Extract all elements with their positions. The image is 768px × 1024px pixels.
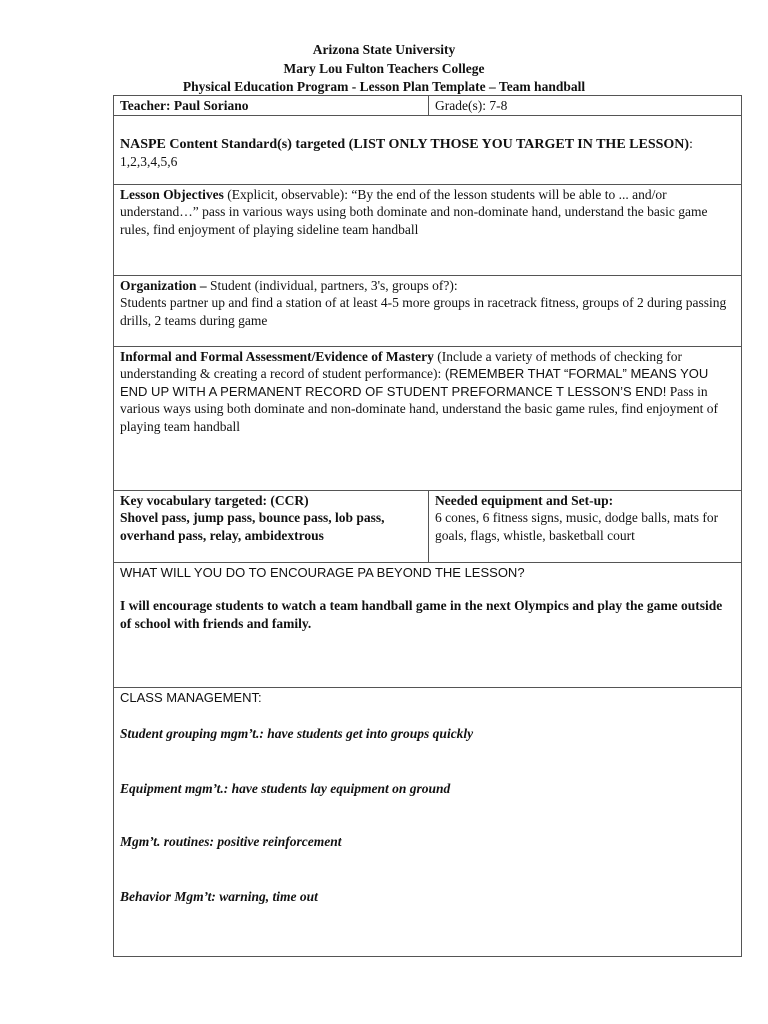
vocab-equipment-row <box>114 490 742 562</box>
grades-label: Grade(s): <box>435 98 486 113</box>
organization-cell <box>114 275 742 346</box>
teacher-row <box>114 96 742 116</box>
assessment-detail: Pass in various ways using both dominate and non-dominate hand, understand the basic game rules, find enjoyment of playing team handball <box>120 383 718 434</box>
equipment-label: Needed equipment and Set-up: <box>435 492 614 508</box>
assessment-cell <box>114 346 742 490</box>
lesson-plan-table <box>113 95 742 957</box>
university-title: Arizona State University <box>312 42 456 57</box>
objectives-row <box>114 184 742 275</box>
management-row <box>114 687 742 956</box>
naspe-label: NASPE Content Standard(s) targeted (LIST ONLY THOSE YOU TARGET IN THE LESSON) <box>120 136 690 152</box>
assessment-row <box>114 346 742 490</box>
assessment-value: (Include a variety of methods of checking for understanding & creating a record of student performance): <box>120 348 682 381</box>
vocabulary-cell <box>114 490 429 562</box>
naspe-value: : 1,2,3,4,5,6 <box>120 135 693 169</box>
encourage-cell <box>114 562 742 687</box>
encourage-row <box>114 562 742 687</box>
organization-value: Student (individual, partners, 3's, groups of?): <box>206 277 458 293</box>
objectives-label: Lesson Objectives <box>120 186 224 202</box>
equipment-value: 6 cones, 6 fitness signs, music, dodge balls, mats for goals, flags, whistle, basketball court <box>435 510 719 543</box>
encourage-label: WHAT WILL YOU DO TO ENCOURAGE PA BEYOND THE LESSON? <box>120 564 525 580</box>
equipment-mgmt: Equipment mgm’t.: have students lay equipment on ground <box>120 780 451 796</box>
teacher-cell: Teacher: Paul Soriano <box>114 96 429 116</box>
management-cell <box>114 687 742 956</box>
routines-mgmt: Mgm’t. routines: positive reinforcement <box>120 834 342 849</box>
behavior-mgmt: Behavior Mgm’t: warning, time out <box>120 888 318 904</box>
grouping-mgmt: Student grouping mgm’t.: have students get into groups quickly <box>120 726 474 741</box>
encourage-value: I will encourage students to watch a team handball game in the next Olympics and play the game outside of school with friends and family. <box>120 598 723 631</box>
college-title: Mary Lou Fulton Teachers College <box>283 61 485 76</box>
assessment-label: Informal and Formal Assessment/Evidence of Mastery <box>120 348 434 364</box>
vocabulary-value: Shovel pass, jump pass, bounce pass, lob pass, overhand pass, relay, ambidextrous <box>120 510 385 543</box>
assessment-caps: (REMEMBER THAT “FORMAL” MEANS YOU END UP WITH A PERMANENT RECORD OF STUDENT PREFORMANCE T LESSON’S END! <box>120 366 709 399</box>
grades-cell <box>429 96 742 116</box>
management-label: CLASS MANAGEMENT: <box>120 689 262 705</box>
organization-row <box>114 275 742 346</box>
organization-label: Organization – <box>120 277 207 293</box>
grades-value: 7-8 <box>485 98 508 113</box>
objectives-cell <box>114 184 742 275</box>
vocabulary-label: Key vocabulary targeted: (CCR) <box>120 492 309 508</box>
objectives-value: (Explicit, observable): “By the end of the lesson students will be able to ... and/or understand…” pass in various ways using both dominate and non-dominate hand, understand the basic game rules, find enjoyment of playing sideline team handball <box>120 186 708 237</box>
equipment-cell <box>429 490 742 562</box>
organization-detail: Students partner up and find a station of at least 4-5 more groups in racetrack fitness, groups of 2 during passing drills, 2 teams during game <box>120 295 727 328</box>
naspe-row <box>114 115 742 184</box>
naspe-cell <box>114 115 742 184</box>
program-title: Physical Education Program - Lesson Plan Template – Team handball <box>182 79 586 94</box>
